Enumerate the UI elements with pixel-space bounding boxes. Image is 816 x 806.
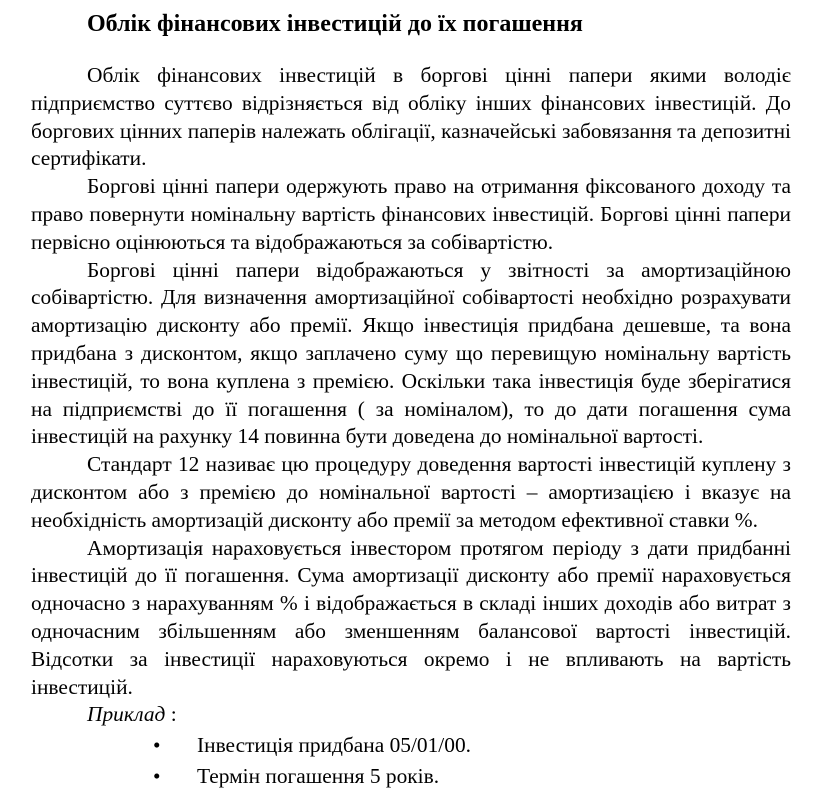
document-page bbox=[31, 0, 791, 791]
example-label: Приклад bbox=[87, 702, 166, 727]
bullet-list bbox=[31, 732, 791, 791]
bullet-icon: • bbox=[153, 763, 161, 788]
example-line bbox=[31, 701, 791, 729]
page-title: Облік фінансових інвестицій до їх погашення bbox=[87, 11, 583, 37]
example-suffix: : bbox=[165, 702, 177, 727]
paragraph: Стандарт 12 називає цю процедуру доведення вартості інвестицій куплену з дисконтом або з премією до номінальної вартості – амортизацією і вказує на необхідність амортизацій дисконту або премії за методом ефективної ставки %. bbox=[31, 452, 791, 532]
list-item bbox=[31, 732, 791, 760]
document-body bbox=[31, 62, 791, 791]
paragraph: Амортизація нараховується інвестором протягом періоду з дати придбанні інвестицій до її погашення. Сума амортизації дисконту або премії нараховується одночасно з нарахуванням % і відображається в складі інших доходів або витрат з одночасним збільшенням або зменшенням балансової вартості інвестицій. Відсотки за інвестиції нараховуються окремо і не впливають на вартість інвестицій. bbox=[31, 535, 791, 699]
list-item-text: Термін погашення 5 років. bbox=[197, 763, 440, 788]
paragraph: Боргові цінні папери відображаються у звітності за амортизаційною собівартістю. Для визначення амортизаційної собівартості необхідно розрахувати амортизацію дисконту або премії. Якщо інвестиція придбана дешевше, та вона придбана з дисконтом, якщо заплачено суму що перевищую номінальну вартість інвестицій, то вона куплена з премією. Оскільки така інвестиція буде зберігатися на підприємстві до її погашення ( за номіналом), то до дати погашення сума інвестицій на рахунку 14 повинна бути доведена до номінальної вартості. bbox=[31, 257, 791, 449]
list-item-text: Інвестиція придбана 05/01/00. bbox=[197, 733, 471, 758]
bullet-icon: • bbox=[153, 733, 161, 758]
paragraph: Боргові цінні папери одержують право на отримання фіксованого доходу та право повернути номінальну вартість фінансових інвестицій. Боргові цінні папери первісно оцінюються та відображаються за собівартістю. bbox=[31, 174, 791, 254]
paragraph: Облік фінансових інвестицій в боргові цінні папери якими володіє підприємство суттєво відрізняється від обліку інших фінансових інвестицій. До боргових цінних паперів належать облігації, казначейські забовязання та депозитні сертифікати. bbox=[31, 63, 791, 171]
list-item bbox=[31, 763, 791, 791]
